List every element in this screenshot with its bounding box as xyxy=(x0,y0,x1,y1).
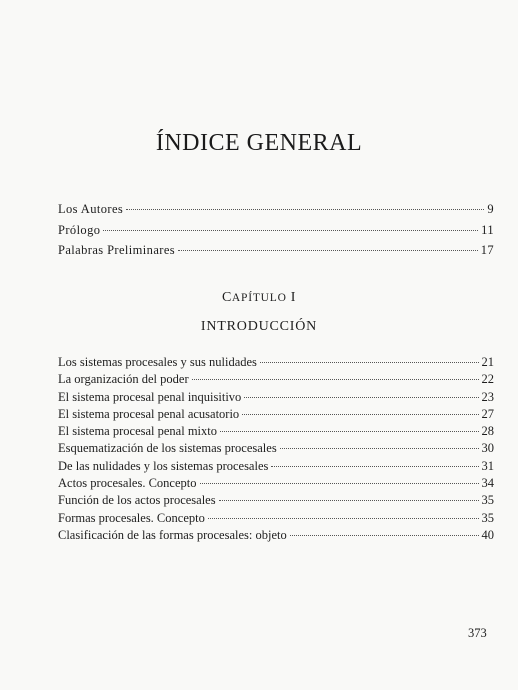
toc-entry-label: El sistema procesal penal acusatorio xyxy=(58,406,240,421)
dot-leader xyxy=(192,369,479,380)
toc-entry-page: 11 xyxy=(481,222,494,237)
chapter-word-rest: APÍTULO xyxy=(231,292,287,304)
toc-entry-label: Los sistemas procesales y sus nulidades xyxy=(58,355,257,369)
dot-leader xyxy=(280,438,479,449)
dot-leader xyxy=(219,490,479,501)
toc-entry-page: 31 xyxy=(481,458,494,473)
toc-entry-page: 27 xyxy=(481,406,494,421)
page-number: 373 xyxy=(468,626,487,640)
toc-entry-label: Actos procesales. Concepto xyxy=(58,476,197,491)
toc-entry-page: 23 xyxy=(481,389,494,404)
toc-entry-label: De las nulidades y los sistemas procesales xyxy=(58,458,269,473)
toc-entry-label: Función de los actos procesales xyxy=(58,493,216,508)
chapter-numeral: I xyxy=(290,290,297,305)
toc-entry-page: 35 xyxy=(481,493,494,508)
toc-entry-page: 40 xyxy=(481,527,494,542)
toc-entry-page: 30 xyxy=(481,441,494,456)
toc-entry-label: Los Autores xyxy=(58,202,124,216)
dot-leader xyxy=(103,220,478,231)
dot-leader xyxy=(208,508,479,519)
chapter-entries-list xyxy=(58,354,494,544)
toc-entry-label: La organización del poder xyxy=(58,372,189,387)
toc-entry-page: 28 xyxy=(481,424,494,439)
toc-entry-page: 9 xyxy=(487,202,494,216)
toc-entry-label: Palabras Preliminares xyxy=(58,243,176,257)
dot-leader xyxy=(260,352,479,363)
dot-leader xyxy=(271,456,478,467)
dot-leader xyxy=(178,240,478,251)
chapter-word-initial: C xyxy=(221,290,232,305)
page-title: ÍNDICE GENERAL xyxy=(155,130,363,156)
toc-entry xyxy=(58,220,494,241)
dot-leader xyxy=(200,473,479,484)
dot-leader xyxy=(242,404,478,415)
chapter-title: INTRODUCCIÓN xyxy=(200,319,318,334)
front-matter-list xyxy=(58,199,494,261)
toc-entry-label: Esquematización de los sistemas procesales xyxy=(58,441,277,456)
toc-entry-page: 21 xyxy=(481,355,494,369)
toc-entry-label: Prólogo xyxy=(58,222,101,237)
toc-entry-page: 34 xyxy=(481,476,494,491)
toc-entry-page: 17 xyxy=(480,243,494,257)
chapter-heading xyxy=(0,290,518,306)
toc-entry xyxy=(58,240,494,261)
toc-entry-label: Formas procesales. Concepto xyxy=(58,510,205,525)
toc-entry-label: Clasificación de las formas procesales: objeto xyxy=(58,527,287,542)
dot-leader xyxy=(290,525,479,536)
toc-entry-page: 22 xyxy=(481,372,494,387)
dot-leader xyxy=(244,387,478,398)
toc-entry-label: El sistema procesal penal inquisitivo xyxy=(58,389,242,404)
dot-leader xyxy=(220,421,479,432)
toc-entry xyxy=(58,199,494,220)
toc-entry-label: El sistema procesal penal mixto xyxy=(58,424,217,439)
dot-leader xyxy=(126,199,484,210)
toc-entry-page: 35 xyxy=(481,510,494,525)
toc-entry xyxy=(58,527,494,544)
